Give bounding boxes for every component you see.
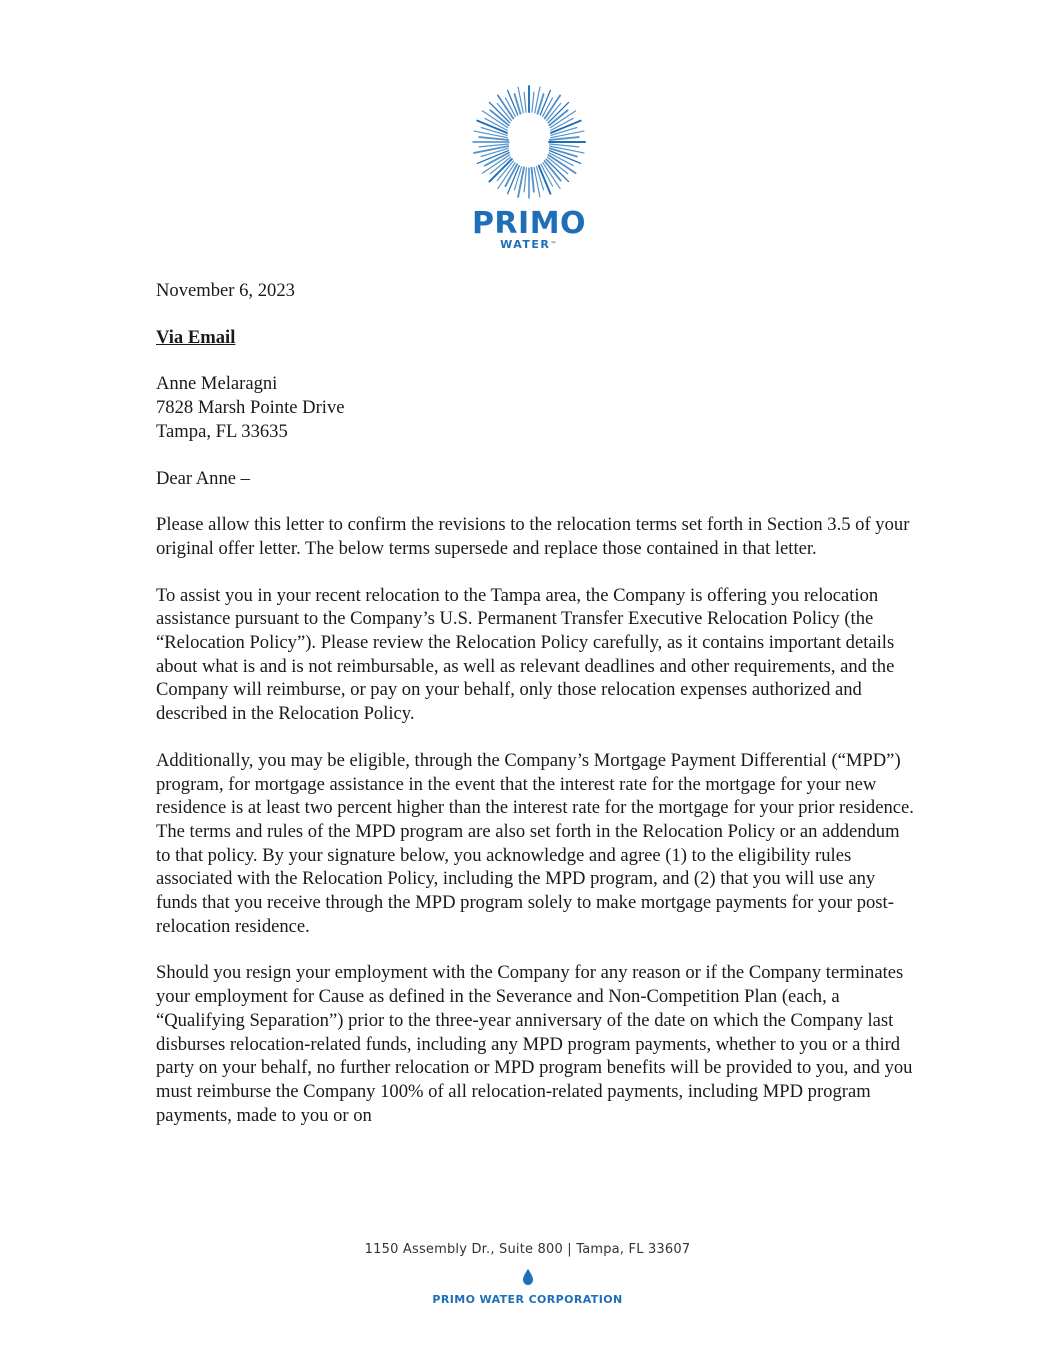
- paragraph-2: To assist you in your recent relocation to the Tampa area, the Company is offering you relocation assistance pursuant to the Company’s U.S. Permanent Transfer Executive Relocation Policy (the “Relocation Policy”). Please review the Relocation Policy carefully, as it contains important details about what is and is not reimbursable, as well as relevant deadlines and other requirements, and the Company will reimburse, or pay on your behalf, only those relocation expenses authorized and described in the Relocation Policy.: [156, 584, 895, 725]
- recipient-street: 7828 Marsh Pointe Drive: [156, 397, 345, 419]
- company-logo: [466, 82, 592, 252]
- starburst-ray: [546, 159, 568, 181]
- paragraph-4: Should you resign your employment with the Company for any reason or if the Company terminates your employment for Cause as defined in the Severance and Non-Competition Plan (each, a “Qualifying Separation”) prior to the three-year anniversary of the date on which the Company last disburses relocation-related funds, including any MPD program payments, whether to you or a third party on your behalf, no further relocation or MPD program benefits will be provided to you, and you must reimburse the Company 100% of all relocation-related payments, including MPD program payments, made to you or on: [156, 962, 913, 1126]
- starburst-ray: [489, 159, 511, 181]
- starburst-logo-icon: [469, 82, 589, 202]
- recipient-address: [156, 372, 916, 443]
- letter-date: November 6, 2023: [156, 280, 295, 301]
- footer-corporation: PRIMO WATER CORPORATION: [432, 1293, 623, 1306]
- starburst-ray: [534, 167, 540, 197]
- starburst-ray: [532, 92, 534, 112]
- paragraph-3: Additionally, you may be eligible, through the Company’s Mortgage Payment Differential (“MPD”) program, for mortgage assistance in the event that the interest rate for the mortgage for your new residence is at least two percent higher than the interest rate for the mortgage for your prior residence. The terms and rules of the MPD program are also set forth in the Relocation Policy or an addendum to that policy. By your signature below, you acknowledge and agree (1) to the eligibility rules associated with the Relocation Policy, including the MPD program, and (2) that you will use any funds that you receive through the MPD program solely to make mortgage payments for your post-relocation residence.: [156, 749, 914, 937]
- letter-footer: [0, 1242, 1055, 1306]
- footer-address: 1150 Assembly Dr., Suite 800 | Tampa, FL 33607: [364, 1242, 691, 1257]
- water-drop-icon: [523, 1269, 533, 1285]
- recipient-city: Tampa, FL 33635: [156, 420, 288, 442]
- brand-name: PRIMO: [471, 206, 587, 241]
- brand-subtitle: WATER™: [500, 238, 558, 251]
- paragraph-1: Please allow this letter to confirm the revisions to the relocation terms set forth in Section 3.5 of your original offer letter. The below terms supersede and replace those contained in that letter.: [156, 514, 910, 559]
- starburst-ray: [532, 168, 534, 192]
- recipient-name: Anne Melaragni: [156, 373, 278, 395]
- delivery-method: Via Email: [156, 326, 236, 348]
- letter-body: [156, 279, 916, 1150]
- starburst-ray: [524, 92, 526, 112]
- salutation: Dear Anne –: [156, 467, 250, 489]
- starburst-ray: [524, 168, 526, 192]
- starburst-ray: [518, 167, 524, 197]
